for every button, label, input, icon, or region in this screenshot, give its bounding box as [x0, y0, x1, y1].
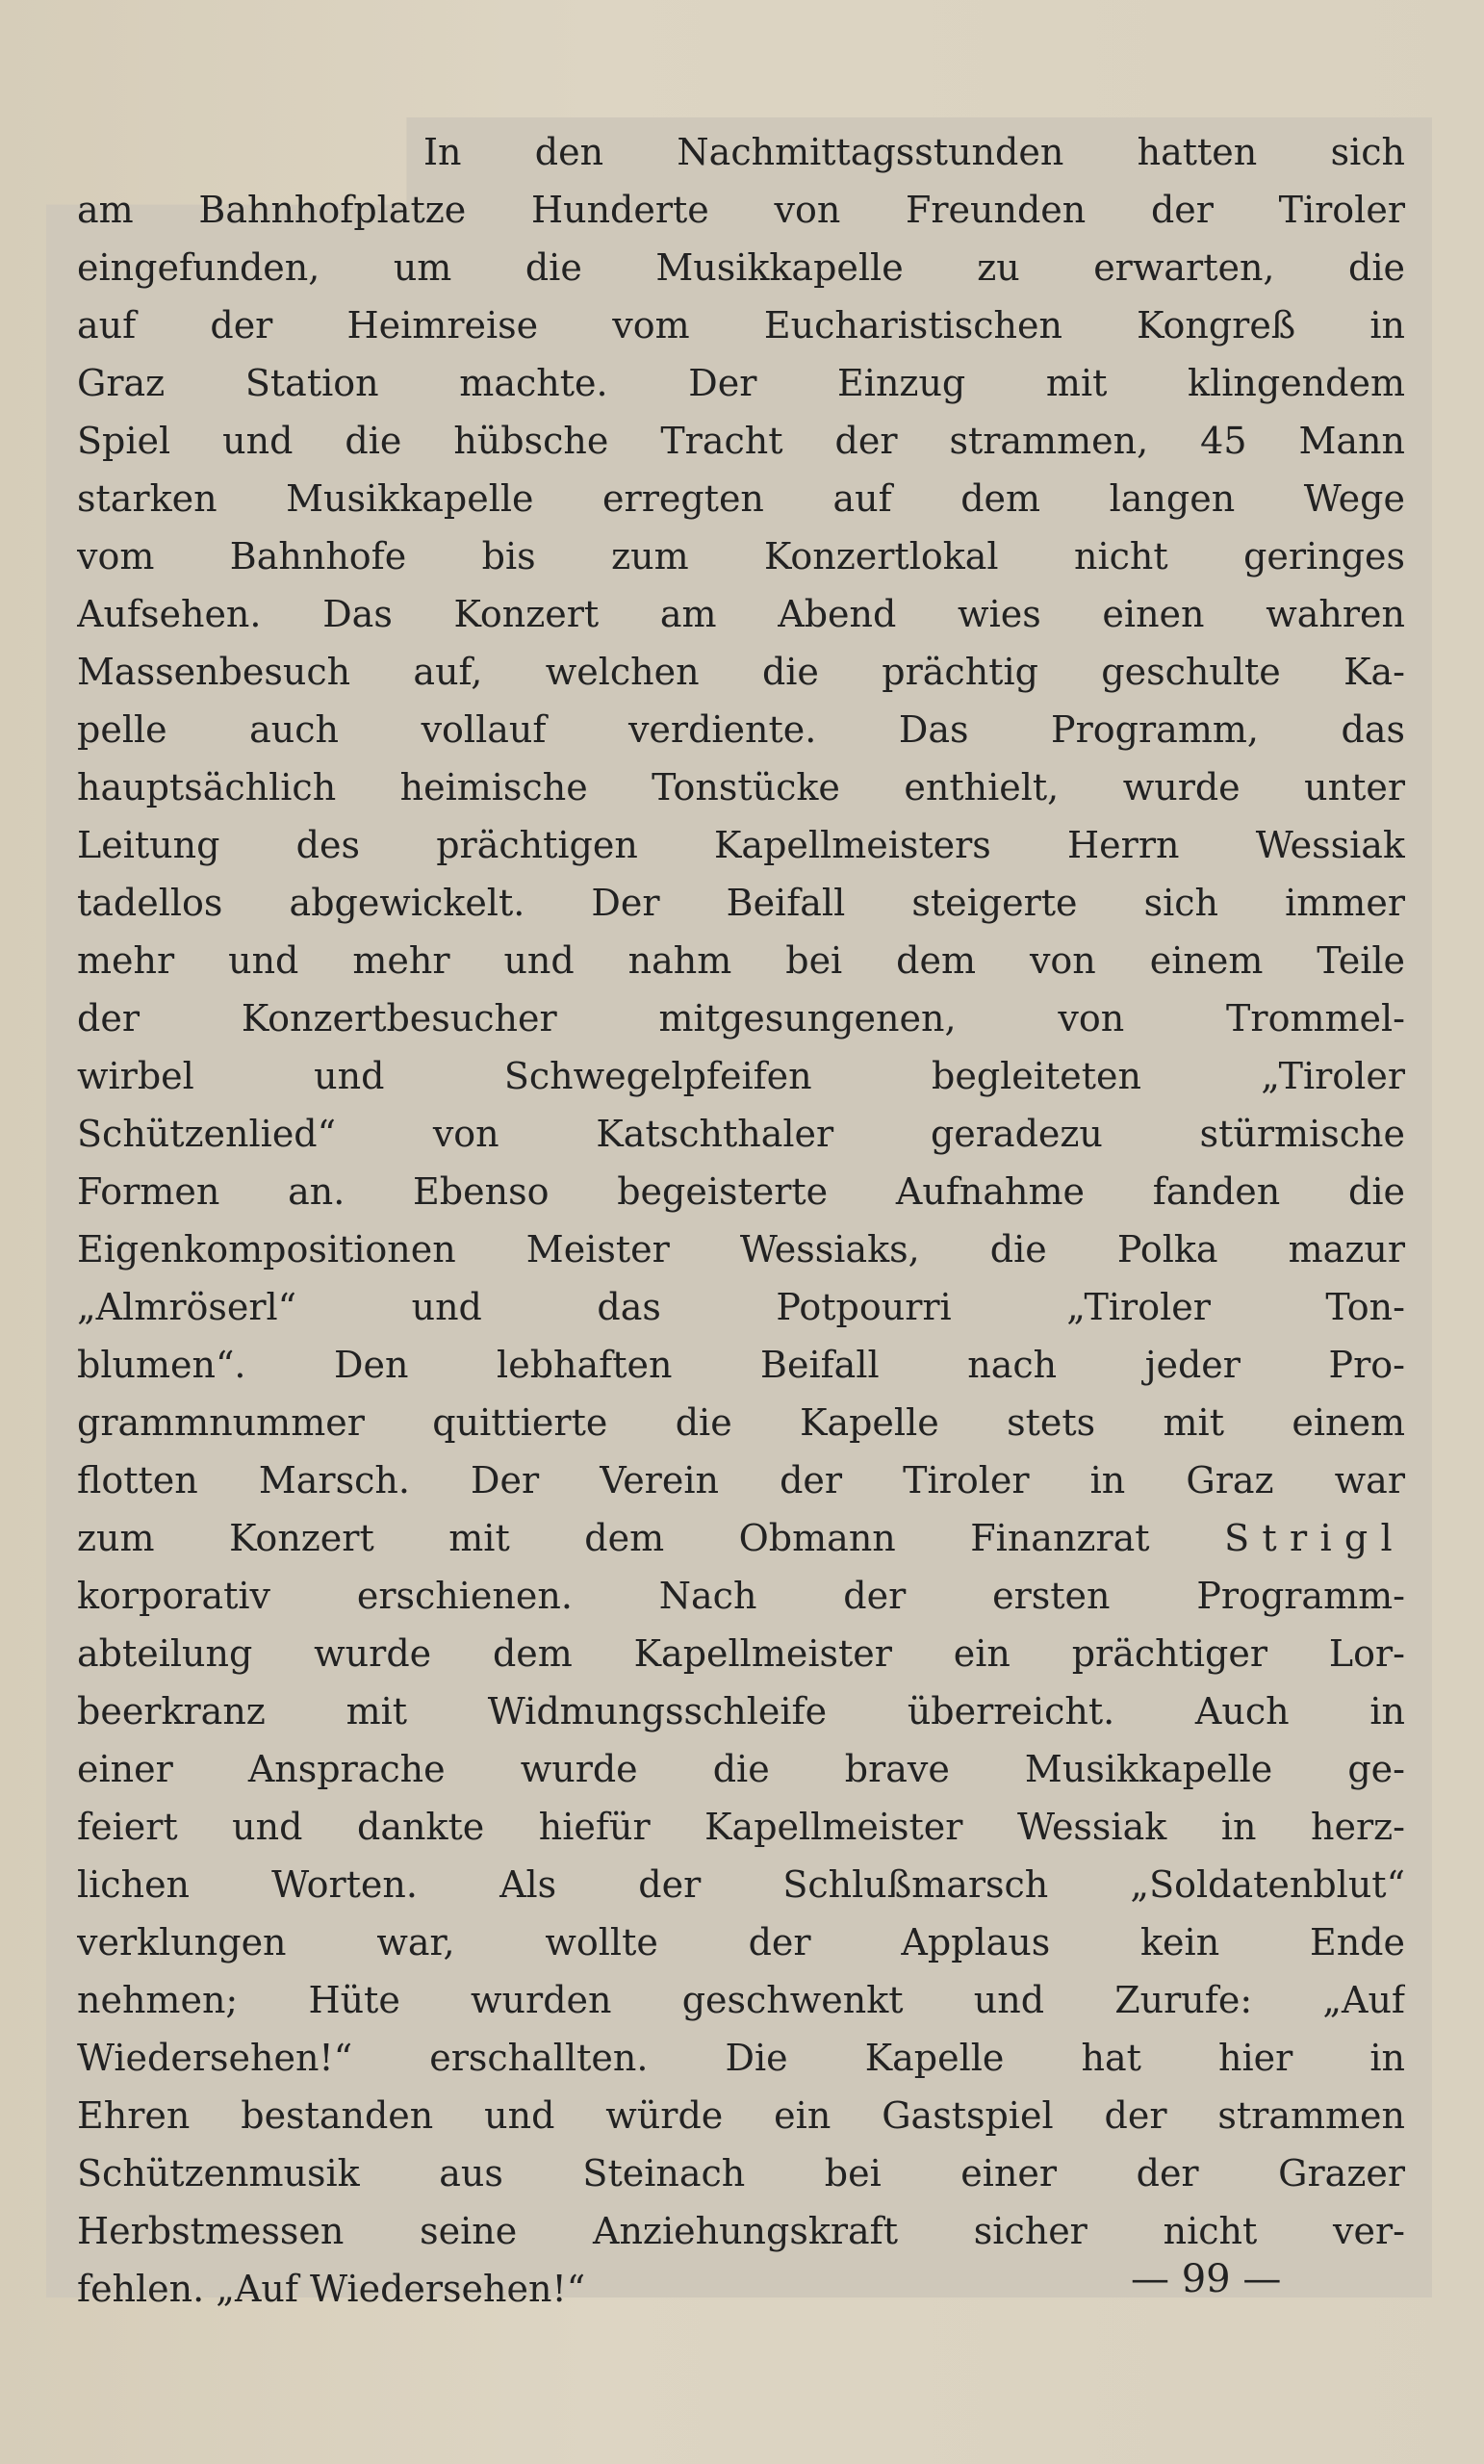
article-line: nehmen; Hüte wurden geschwenkt und Zurufe: „Auf [77, 1979, 1405, 2021]
article-line: Graz Station machte. Der Einzug mit klingendem [77, 362, 1405, 404]
article-line: flotten Marsch. Der Verein der Tiroler in Graz war [77, 1459, 1405, 1502]
article-line: vom Bahnhofe bis zum Konzertlokal nicht geringes [77, 535, 1405, 578]
article-line: hauptsächlich heimische Tonstücke enthielt, wurde unter [77, 766, 1405, 808]
article-line: Herbstmessen seine Anziehungskraft sicher nicht ver- [77, 2210, 1405, 2252]
article-line: Eigenkompositionen Meister Wessiaks, die Polka mazur [77, 1228, 1405, 1270]
article-line: Aufsehen. Das Konzert am Abend wies einen wahren [77, 593, 1405, 635]
article-line: beerkranz mit Widmungsschleife überreicht. Auch in [77, 1690, 1405, 1732]
article-line: Schützenlied“ von Katschthaler geradezu stürmische [77, 1113, 1405, 1155]
article-text [77, 123, 1405, 2318]
article-line: Leitung des prächtigen Kapellmeisters Herrn Wessiak [77, 824, 1405, 866]
article-line: Ehren bestanden und würde ein Gastspiel der strammen [77, 2094, 1405, 2137]
article-line: feiert und dankte hiefür Kapellmeister Wessiak in herz- [77, 1806, 1405, 1848]
article-line: lichen Worten. Als der Schlußmarsch „Soldatenblut“ [77, 1863, 1405, 1906]
article-line: der Konzertbesucher mitgesungenen, von Trommel- [77, 997, 1405, 1040]
article-line: abteilung wurde dem Kapellmeister ein prächtiger Lor- [77, 1632, 1405, 1675]
article-line: Wiedersehen!“ erschallten. Die Kapelle hat hier in [77, 2037, 1405, 2079]
page-number: — 99 — [1131, 2257, 1282, 2301]
article-line: blumen“. Den lebhaften Beifall nach jeder Pro- [77, 1344, 1405, 1386]
article-line: wirbel und Schwegelpfeifen begleiteten „Tiroler [77, 1055, 1405, 1097]
article-line: Formen an. Ebenso begeisterte Aufnahme fanden die [77, 1170, 1405, 1213]
article-line-with-name [77, 1509, 1405, 1567]
article-line: Spiel und die hübsche Tracht der strammen, 45 Mann [77, 420, 1405, 462]
article-line: Schützenmusik aus Steinach bei einer der Grazer [77, 2152, 1405, 2194]
article-line: Massenbesuch auf, welchen die prächtig geschulte Ka- [77, 651, 1405, 693]
article-line: mehr und mehr und nahm bei dem von einem Teile [77, 939, 1405, 982]
article-line: korporativ erschienen. Nach der ersten Programm- [77, 1575, 1405, 1617]
article-line: eingefunden, um die Musikkapelle zu erwarten, die [77, 246, 1405, 289]
article-line: einer Ansprache wurde die brave Musikkapelle ge- [77, 1748, 1405, 1790]
article-line: verklungen war, wollte der Applaus kein Ende [77, 1921, 1405, 1964]
article-line: „Almröserl“ und das Potpourri „Tiroler Ton- [77, 1286, 1405, 1328]
article-line: tadellos abgewickelt. Der Beifall steigerte sich immer [77, 882, 1405, 924]
article-line-start: zum Konzert mit dem Obmann Finanzrat [77, 1517, 1225, 1559]
article-line: auf der Heimreise vom Eucharistischen Kongreß in [77, 304, 1405, 346]
article-line: grammnummer quittierte die Kapelle stets mit einem [77, 1401, 1405, 1444]
article-line: pelle auch vollauf verdiente. Das Programm, das [77, 708, 1405, 751]
article-line: fehlen. „Auf Wiedersehen!“ [77, 2268, 586, 2310]
article-line: am Bahnhofplatze Hunderte von Freunden der Tiroler [77, 189, 1405, 231]
spaced-name: Strigl [1224, 1517, 1405, 1559]
article-line: starken Musikkapelle erregten auf dem langen Wege [77, 477, 1405, 520]
article-line: In den Nachmittagsstunden hatten sich [423, 131, 1405, 173]
